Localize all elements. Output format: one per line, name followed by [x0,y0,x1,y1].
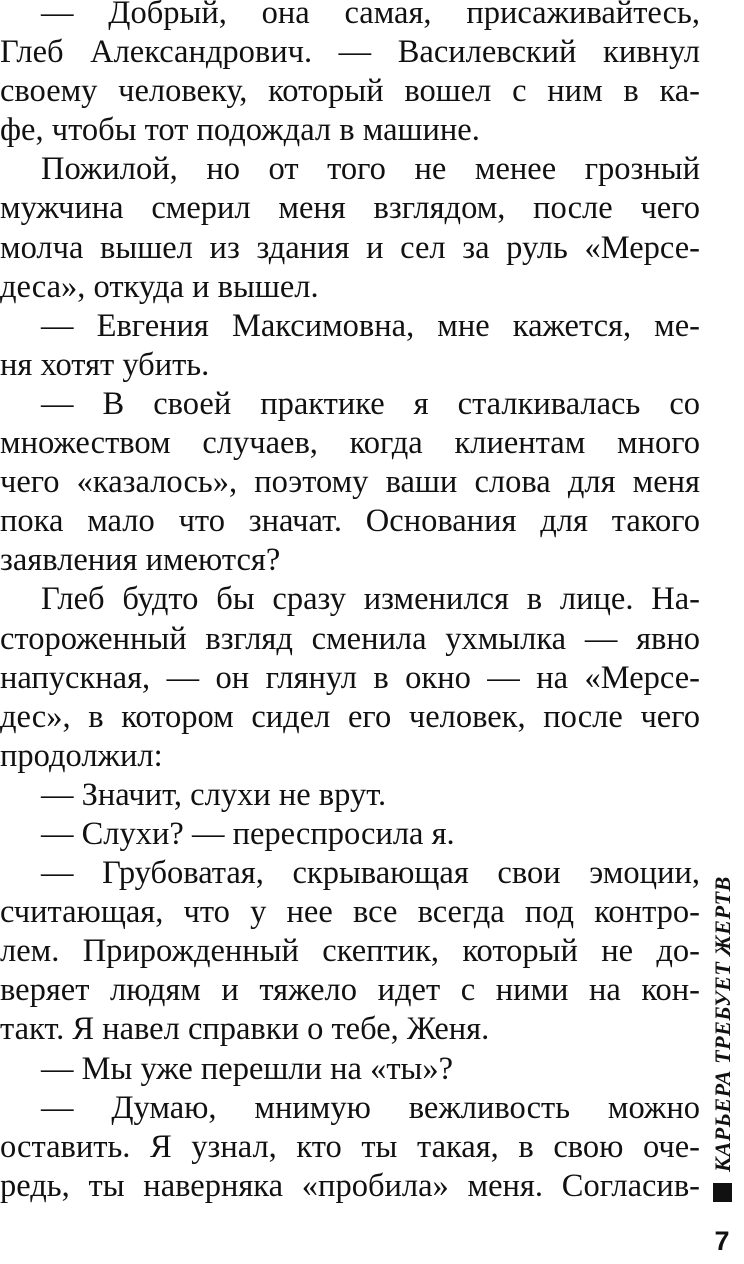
text-line: — Евгения Максимовна, мне кажется, ме- [41,307,700,344]
text-line: — Мы уже перешли на «ты»? [41,1050,454,1087]
section-marker-square [713,1183,732,1202]
text-line: Глеб будто бы сразу изменился в лице. На- [41,581,700,618]
text-line: считающая, что у нее все всегда под контро- [0,894,700,931]
text-line: — Добрый, она самая, присаживайтесь, [41,0,700,31]
text-line: мужчина смерил меня взглядом, после чего [0,190,700,227]
text-line: — Слухи? — переспросила я. [41,815,455,852]
text-line: чего «казалось», поэтому ваши слова для меня [0,464,700,501]
text-line: ня хотят убить. [0,346,210,383]
text-line: — В своей практике я сталкивалась со [41,385,700,422]
text-line: пока мало что значат. Основания для такого [0,503,700,540]
text-line: оставить. Я узнал, кто ты такая, в свою оче- [0,1128,700,1165]
text-line: дес», в котором сидел его человек, после чего [0,698,700,735]
text-line: своему человеку, который вошел с ним в ка- [0,73,700,110]
text-line: редь, ты наверняка «пробила» меня. Согласив- [0,1167,700,1204]
text-line: — Значит, слухи не врут. [41,776,387,813]
text-line: — Грубоватая, скрывающая свои эмоции, [41,855,700,892]
text-line: лем. Прирожденный скептик, который не до- [0,933,700,970]
page-number: 7 [714,1226,730,1256]
text-line: заявления имеются? [0,542,281,579]
text-line: Глеб Александрович. — Василевский кивнул [0,34,700,71]
text-line: фе, чтобы тот подождал в машине. [0,112,480,149]
text-line: молча вышел из здания и сел за руль «Мерсе- [0,229,700,266]
text-line: продолжил: [0,737,163,774]
text-line: напускная, — он глянул в окно — на «Мерсе- [0,659,700,696]
text-line: стороженный взгляд сменила ухмылка — явно [0,620,700,657]
text-line: Пожилой, но от того не менее грозный [41,151,700,188]
text-line: веряет людям и тяжело идет с ними на кон- [0,972,700,1009]
text-line: деса», откуда и вышел. [0,268,319,305]
text-line: — Думаю, мнимую вежливость можно [41,1089,700,1126]
text-line: такт. Я навел справки о тебе, Женя. [0,1011,490,1048]
text-line: множеством случаев, когда клиентам много [0,425,700,462]
running-title: КАРЬЕРА ТРЕБУЕТ ЖЕРТВ [710,876,735,1172]
